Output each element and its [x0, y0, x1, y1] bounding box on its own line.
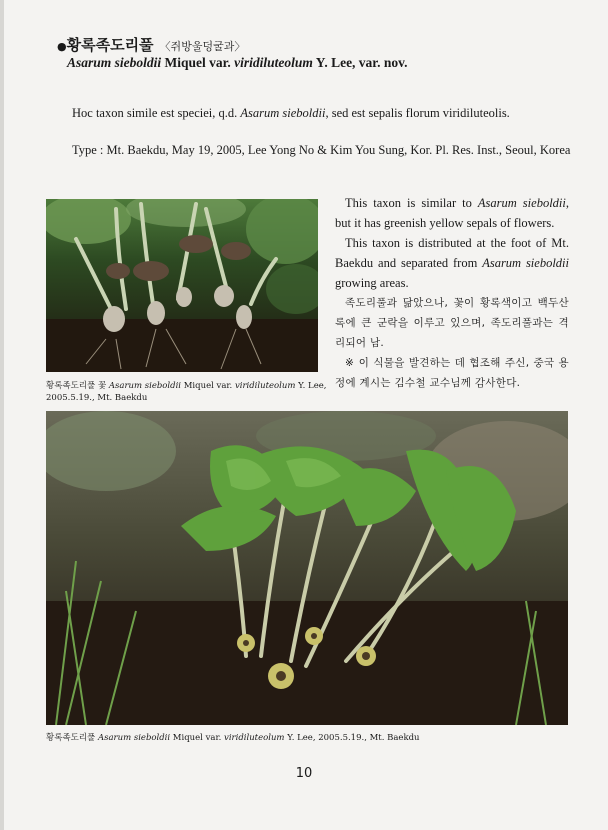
- figure1-caption: [46, 380, 336, 404]
- scientific-name: [67, 55, 407, 71]
- bullet-icon: ●: [57, 40, 67, 53]
- p1-species: Asarum sieboldii: [477, 196, 566, 210]
- english-paragraph-2: [335, 233, 569, 293]
- page-edge-shade: [0, 0, 4, 830]
- p2-text-a: This taxon is distributed at the foot of Mt. Baekdu and separated from: [335, 236, 569, 270]
- latin-text-1: Hoc taxon simile est speciei, q.d.: [72, 106, 241, 120]
- p2-text-b: growing areas.: [335, 276, 409, 290]
- page-number: 10: [295, 766, 313, 781]
- latin-text-2: , sed est sepalis florum viridiluteolis.: [325, 106, 510, 120]
- figure1-caption-mid: Miquel var.: [181, 381, 235, 391]
- english-paragraph-1: [335, 193, 569, 233]
- family-name: 〈쥐방울덩굴과〉: [159, 40, 246, 53]
- latin-species: Asarum sieboldii: [240, 106, 326, 120]
- korean-paragraph-1: 족도리풀과 닮았으나, 꽃이 황록색이고 백두산록에 큰 군락을 이루고 있으며, 족도리풀과는 격리되어 남.: [335, 297, 569, 349]
- figure2-caption-mid: Miquel var.: [170, 733, 225, 743]
- type-specimen-line: Type : Mt. Baekdu, May 19, 2005, Lee Yong No & Kim You Sung, Kor. Pl. Res. Inst., Seoul, Korea: [72, 143, 571, 157]
- korean-name: 황록족도리풀: [66, 36, 154, 54]
- flower-closeup-photo: [46, 199, 318, 372]
- p1-text-b: , but it has greenish yellow sepals of flowers.: [335, 196, 569, 230]
- plant-habitat-photo: [46, 411, 568, 725]
- sci-mid: Miquel var.: [161, 55, 235, 70]
- acknowledgement-paragraph: ※ 이 식물을 발견하는 데 협조해 주신, 중국 용정에 계시는 김수철 교수님께 감사한다.: [335, 357, 569, 389]
- sci-genus-species: Asarum sieboldii: [67, 55, 162, 70]
- species-heading: [57, 34, 245, 55]
- figure2-caption-variety: viridiluteolum: [224, 733, 285, 743]
- latin-description: [72, 106, 510, 121]
- figure1-caption-species: Asarum sieboldii: [108, 381, 182, 391]
- figure1-caption-variety: viridiluteolum: [234, 381, 296, 391]
- p1-text-a: This taxon is similar to: [345, 196, 478, 210]
- figure2-caption-korean: 황록족도리풀: [46, 733, 98, 743]
- p2-species: Asarum sieboldii: [482, 256, 569, 270]
- figure2-caption-species: Asarum sieboldii: [97, 733, 171, 743]
- figure2-caption-end: Y. Lee, 2005.5.19., Mt. Baekdu: [284, 733, 420, 743]
- sci-variety: viridiluteolum: [234, 55, 313, 70]
- figure1-caption-korean: 황록족도리풀 꽃: [46, 381, 109, 391]
- figure2-caption: [46, 731, 420, 743]
- description-column: [335, 193, 569, 393]
- figure1-caption-date: 2005.5.19., Mt. Baekdu: [46, 393, 148, 403]
- sci-authority: Y. Lee, var. nov.: [312, 55, 408, 70]
- figure1-caption-end: Y. Lee,: [295, 381, 327, 391]
